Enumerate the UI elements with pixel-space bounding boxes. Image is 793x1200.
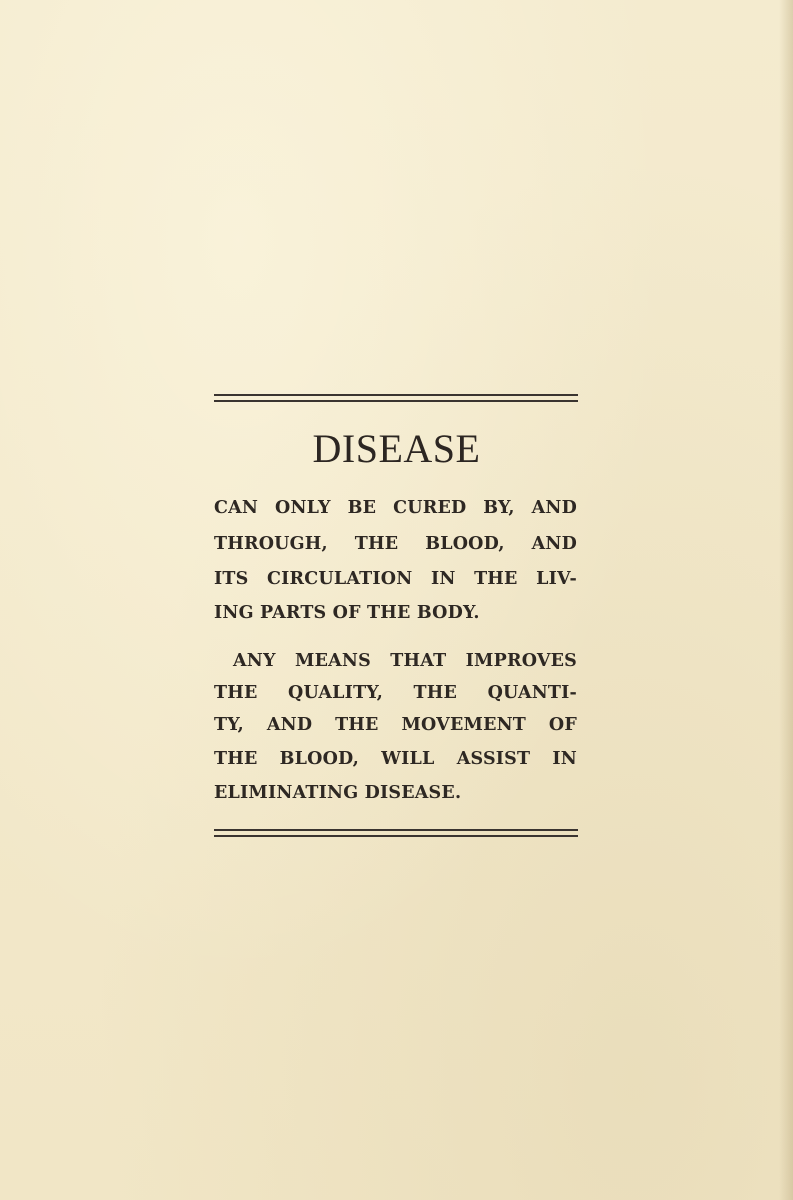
bottom-rule-line-2	[214, 835, 578, 837]
paragraph-1-line: ING PARTS OF THE BODY.	[214, 603, 480, 623]
top-rule-line-2	[214, 400, 578, 402]
paragraph-2-line: ANY MEANS THAT IMPROVES	[233, 651, 577, 671]
bottom-rule-line-1	[214, 829, 578, 831]
paragraph-2-line: THE BLOOD, WILL ASSIST IN	[214, 749, 577, 769]
paragraph-2-line: ELIMINATING DISEASE.	[214, 783, 462, 803]
bottom-double-rule	[214, 829, 578, 839]
paragraph-1-line: CAN ONLY BE CURED BY, AND	[214, 498, 577, 518]
page-edge-shadow	[779, 0, 793, 1200]
paragraph-1-line: THROUGH, THE BLOOD, AND	[214, 534, 577, 554]
paragraph-1-line: ITS CIRCULATION IN THE LIV-	[214, 569, 577, 589]
paragraph-2-line: THE QUALITY, THE QUANTI-	[214, 683, 577, 703]
paragraph-2-line: TY, AND THE MOVEMENT OF	[214, 715, 577, 735]
top-double-rule	[214, 394, 578, 404]
top-rule-line-1	[214, 394, 578, 396]
page-title: DISEASE	[312, 426, 481, 471]
